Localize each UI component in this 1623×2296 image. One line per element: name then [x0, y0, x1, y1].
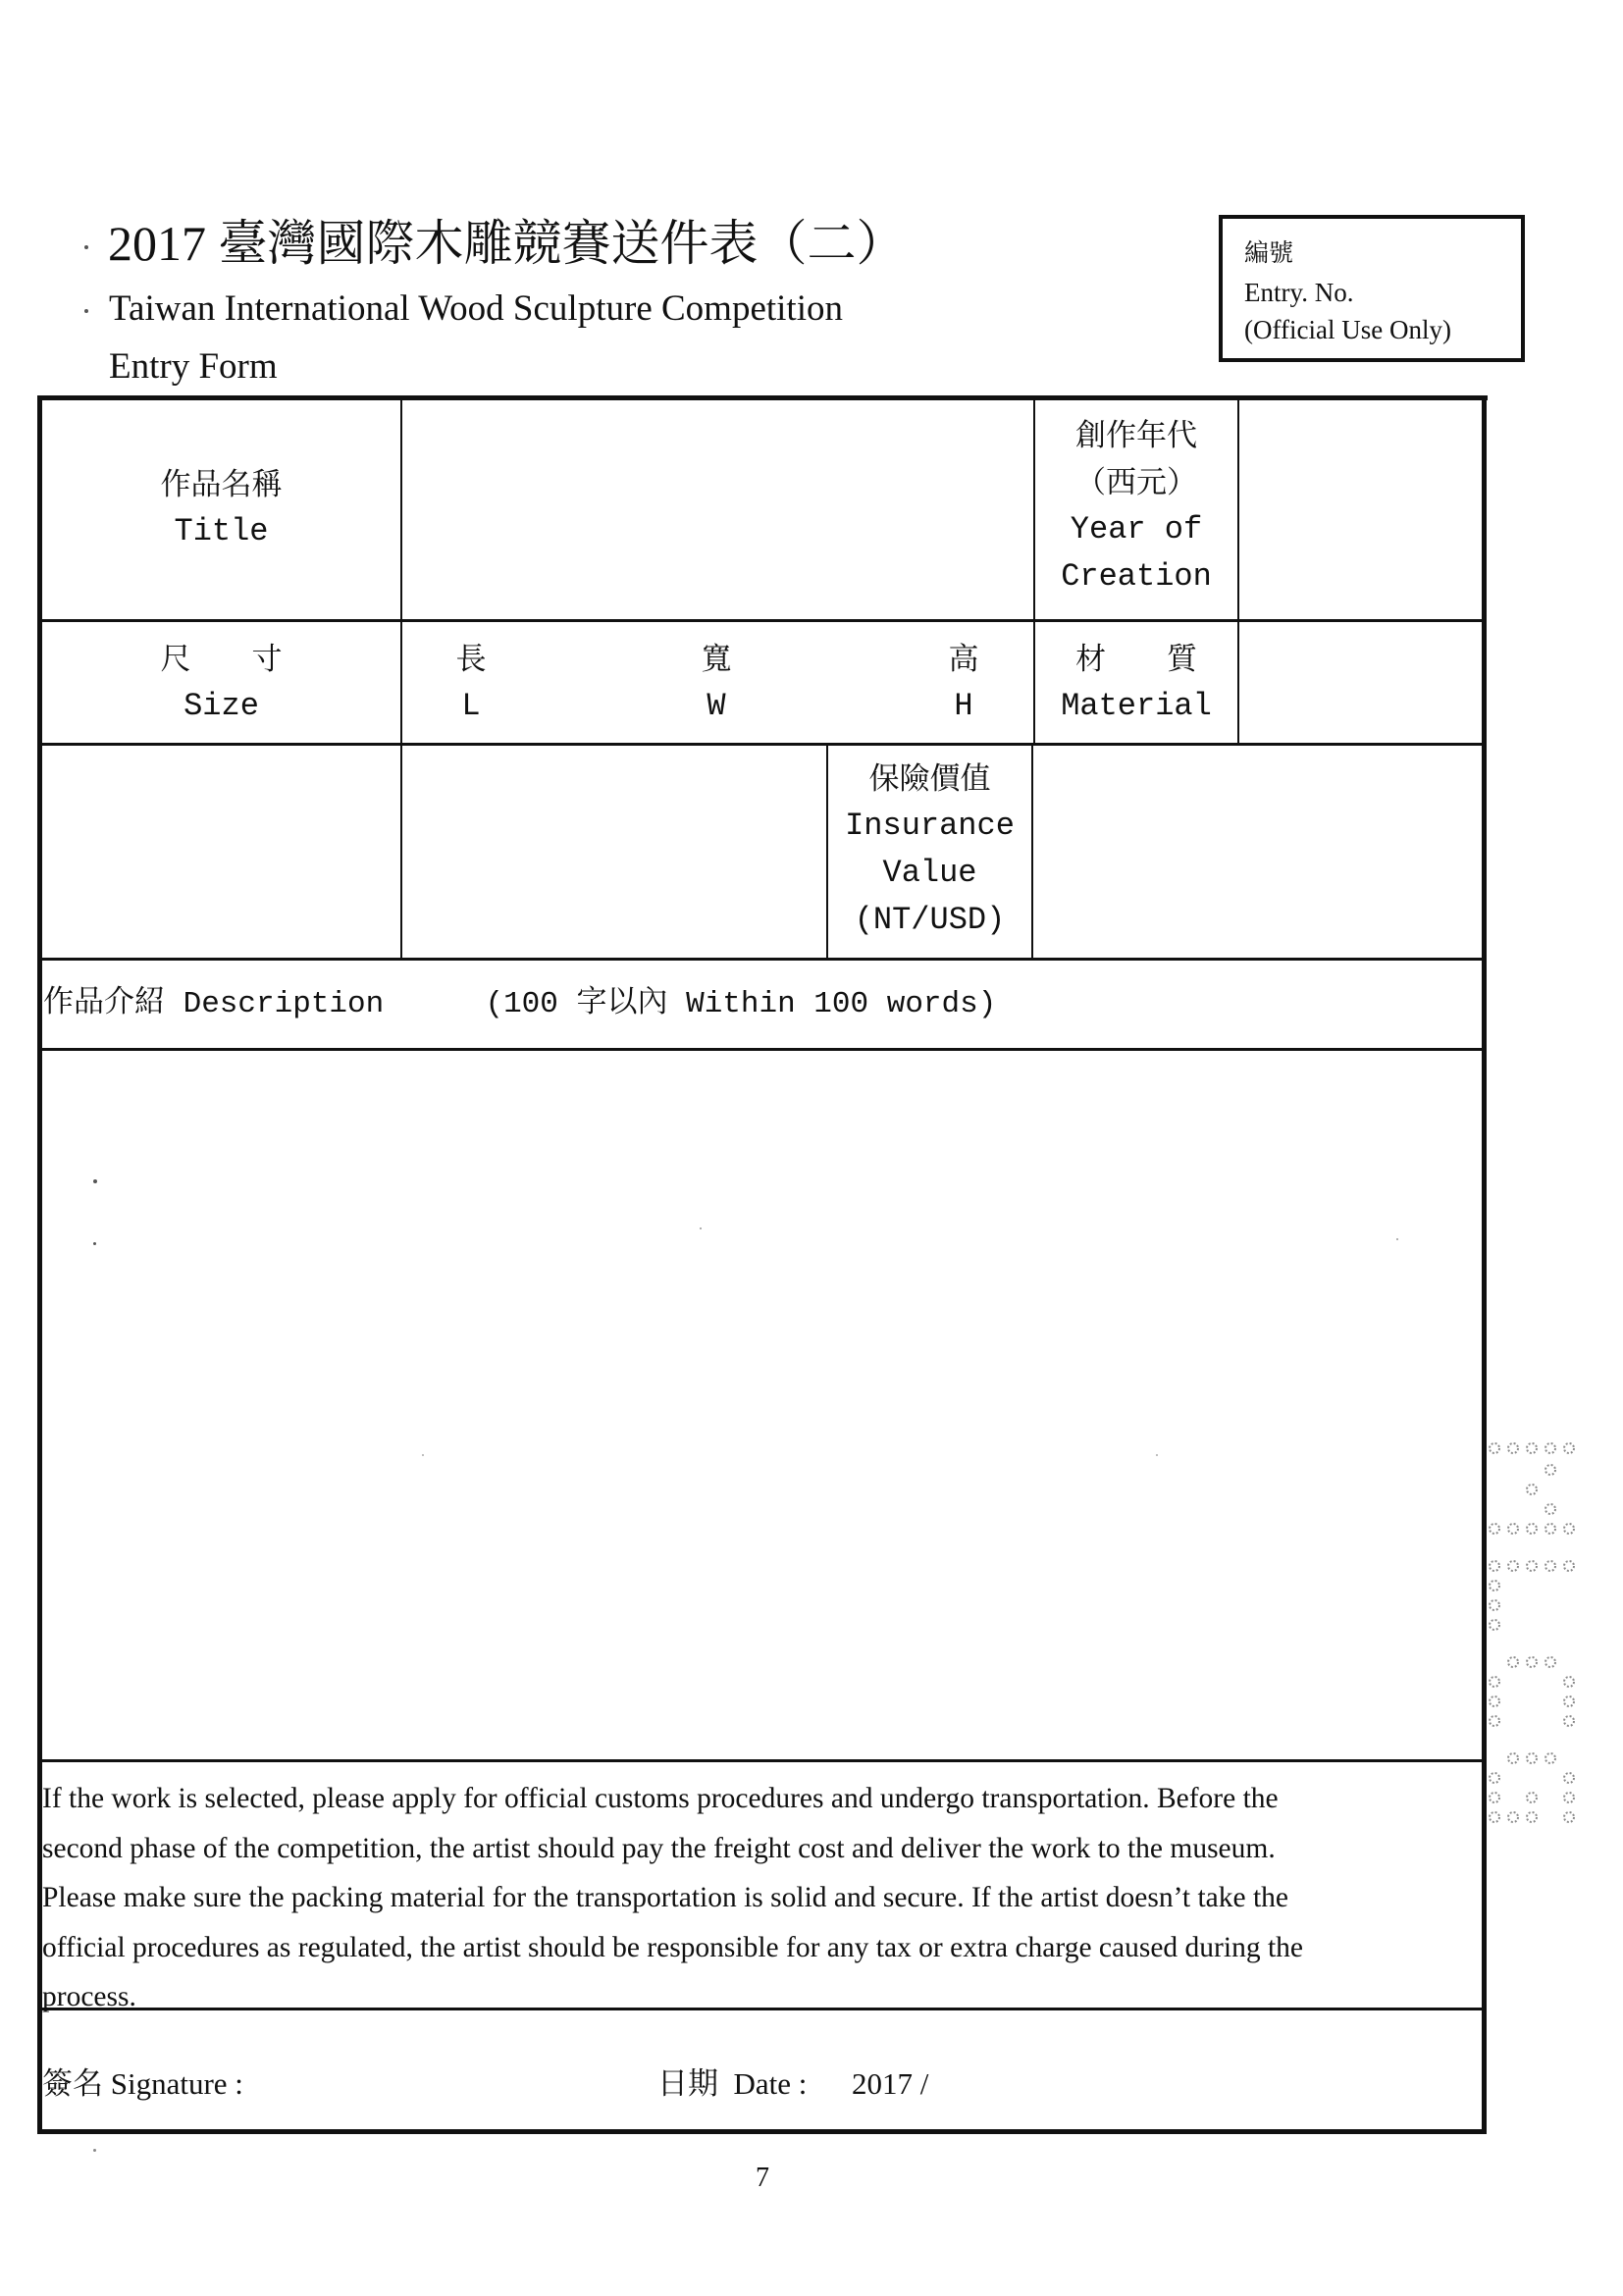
insurance-value-input[interactable]	[1034, 746, 1481, 957]
signature-label: 簽名 Signature :	[42, 2066, 243, 2101]
form-title-chinese: 2017 臺灣國際木雕競賽送件表（二）	[108, 216, 906, 271]
notice-line: If the work is selected, please apply for official customs procedures and undergo transportation. Before the	[42, 1783, 1279, 1814]
row-divider	[39, 1759, 1484, 1762]
stamp-dot	[1490, 1620, 1499, 1630]
stamp-dot	[1490, 1524, 1499, 1534]
form-title-english: Taiwan International Wood Sculpture Competition	[109, 288, 843, 329]
material-label-en: Material	[1061, 688, 1212, 724]
stamp-dot	[1527, 1812, 1537, 1822]
stamp-dot	[1564, 1524, 1574, 1534]
stamp-dot	[1545, 1657, 1555, 1667]
stamp-dot	[1564, 1443, 1574, 1453]
notice-line: process.	[42, 1981, 136, 2012]
official-use-note: (Official Use Only)	[1244, 315, 1451, 344]
date-input[interactable]: 2017 /	[852, 2066, 929, 2101]
stamp-dot	[1490, 1600, 1499, 1610]
row-divider	[39, 958, 1484, 961]
signature-input[interactable]	[265, 2013, 628, 2126]
height-label-zh: 高	[948, 642, 979, 677]
blank-cell[interactable]	[42, 746, 399, 957]
notice-line: official procedures as regulated, the artist should be responsible for any tax or extra charge caused during the	[42, 1931, 1303, 1963]
customs-notice	[42, 1774, 1485, 2022]
stamp-dot	[1545, 1524, 1555, 1534]
column-divider	[1031, 744, 1033, 960]
stamp-dot	[1564, 1773, 1574, 1783]
stamp-dot	[1527, 1524, 1537, 1534]
stamp-dot	[1564, 1677, 1574, 1687]
scan-speck	[93, 1242, 96, 1245]
stamp-dot	[1508, 1443, 1518, 1453]
insurance-value-label	[828, 756, 1031, 944]
stamp-dot	[1490, 1812, 1499, 1822]
title-label-zh: 作品名稱	[160, 467, 283, 502]
blank-cell[interactable]	[403, 746, 825, 957]
page-number: 7	[756, 2163, 769, 2193]
stamp-dot	[1527, 1753, 1537, 1763]
title-input[interactable]	[403, 400, 1032, 618]
year-label-en-1: Year of	[1070, 511, 1203, 548]
height-field[interactable]	[929, 636, 998, 730]
form-subtitle-english: Entry Form	[109, 346, 278, 387]
stamp-dot	[1508, 1812, 1518, 1822]
stamp-dot	[1527, 1561, 1537, 1571]
stamp-dot	[1490, 1793, 1499, 1802]
stamp-dot	[1564, 1716, 1574, 1726]
stamp-dot	[1527, 1657, 1537, 1667]
scan-speck	[700, 1227, 702, 1229]
stamp-dot	[1545, 1753, 1555, 1763]
stamp-dot	[1490, 1716, 1499, 1726]
stamp-dot	[1490, 1561, 1499, 1571]
size-label	[42, 636, 400, 730]
length-field[interactable]	[437, 636, 505, 730]
insurance-label-en-1: Insurance	[845, 808, 1015, 844]
stamp-dot	[1527, 1443, 1537, 1453]
notice-line: second phase of the competition, the artist should pay the freight cost and deliver the work to the museum.	[42, 1832, 1276, 1864]
stamp-dot	[1545, 1465, 1555, 1475]
height-label-en: H	[954, 688, 973, 724]
notice-line: Please make sure the packing material for the transportation is solid and secure. If the artist doesn’t take the	[42, 1882, 1288, 1913]
width-label-zh: 寬	[701, 642, 732, 677]
scan-speck	[422, 1454, 424, 1456]
stamp-dot	[1545, 1443, 1555, 1453]
description-input[interactable]	[42, 1052, 1481, 1758]
stamp-dot	[1564, 1561, 1574, 1571]
description-header	[43, 985, 996, 1024]
size-label-en: Size	[183, 688, 259, 724]
description-hint: (100 字以內 Within 100 words)	[485, 987, 997, 1021]
insurance-label-en-2: Value	[882, 855, 977, 891]
stamp-dot	[1564, 1696, 1574, 1706]
stamp-dot	[1490, 1773, 1499, 1783]
entry-number-label-en: Entry. No.	[1244, 278, 1354, 307]
year-label-zh: 創作年代	[1075, 418, 1197, 453]
width-field[interactable]	[682, 636, 751, 730]
stamp-dot	[1545, 1504, 1555, 1514]
column-divider	[400, 397, 402, 961]
year-of-creation-label	[1035, 412, 1237, 600]
stamp-dot	[1490, 1677, 1499, 1687]
stamp-dot	[1490, 1443, 1499, 1453]
scan-speck	[84, 309, 88, 313]
stamp-dot	[1564, 1793, 1574, 1802]
stamp-dot	[1527, 1793, 1537, 1802]
title-label-en: Title	[174, 513, 269, 549]
year-label-en-2: Creation	[1061, 558, 1212, 595]
length-label-en: L	[461, 688, 481, 724]
title-label	[42, 461, 400, 555]
length-label-zh: 長	[455, 642, 487, 677]
material-label-zh: 材 質	[1075, 642, 1197, 677]
size-label-zh: 尺 寸	[160, 642, 283, 677]
stamp-dot	[1527, 1485, 1537, 1494]
entry-number-label-zh: 編號	[1244, 238, 1294, 267]
stamp-dot	[1490, 1696, 1499, 1706]
stamp-dot	[1508, 1561, 1518, 1571]
insurance-label-unit: (NT/USD)	[854, 902, 1006, 938]
scan-speck	[84, 245, 88, 249]
stamp-dot	[1508, 1524, 1518, 1534]
entry-number-box	[1219, 215, 1525, 362]
width-label-en: W	[707, 688, 726, 724]
table-border-bottom	[37, 2129, 1487, 2134]
year-of-creation-input[interactable]	[1240, 400, 1481, 618]
date-label: 日期 Date :	[657, 2066, 808, 2101]
year-label-zh-sub: （西元）	[1075, 465, 1197, 500]
scan-speck	[93, 2149, 96, 2152]
scan-speck	[1156, 1454, 1158, 1456]
scan-speck	[1396, 1238, 1398, 1240]
stamp-dot	[1508, 1753, 1518, 1763]
row-divider	[39, 1048, 1484, 1051]
stamp-dot	[1545, 1561, 1555, 1571]
column-divider	[1237, 397, 1239, 745]
scan-speck	[93, 1179, 97, 1183]
material-input[interactable]	[1240, 622, 1481, 742]
insurance-label-zh: 保險價值	[868, 761, 991, 797]
description-label: 作品介紹 Description	[43, 987, 385, 1021]
margin-dot-stamp	[1487, 1440, 1595, 1833]
stamp-dot	[1490, 1581, 1499, 1591]
stamp-dot	[1508, 1657, 1518, 1667]
material-label	[1035, 636, 1237, 730]
stamp-dot	[1564, 1812, 1574, 1822]
